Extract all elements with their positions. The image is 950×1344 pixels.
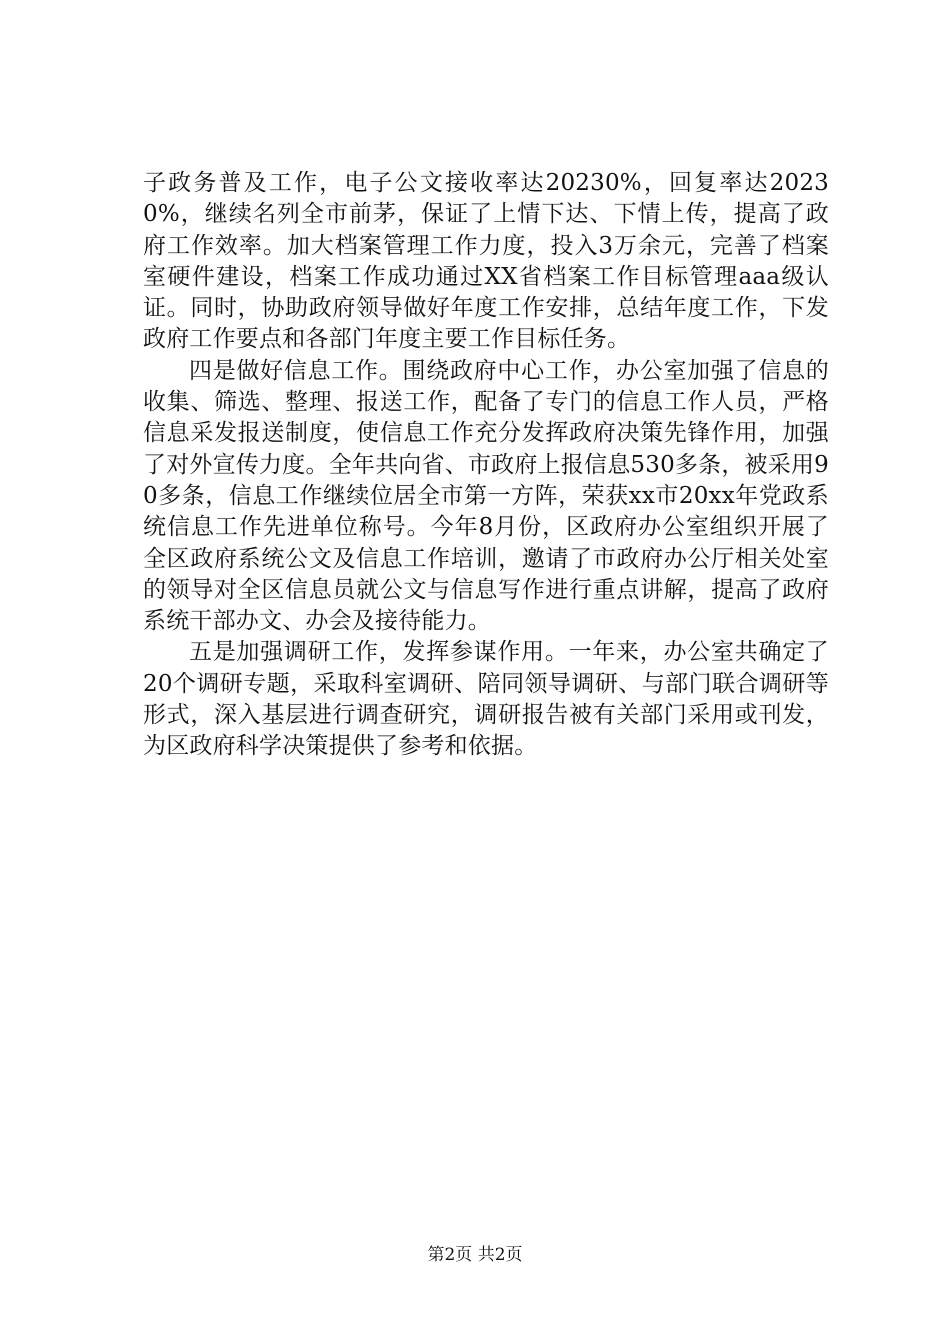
- page-footer: 第2页 共2页: [427, 1245, 523, 1265]
- paragraph-continued: 子政务普及工作，电子公文接收率达20230%，回复率达20230%，继续名列全市前茅，保证了上情下达、下情上传，提高了政府工作效率。加大档案管理工作力度，投入3万余元，完善了档案室硬件建设，档案工作成功通过XX省档案工作目标管理aaa级认证。同时，协助政府领导做好年度工作安排，总结年度工作，下发政府工作要点和各部门年度主要工作目标任务。: [143, 170, 829, 353]
- paragraph-research-work: 五是加强调研工作，发挥参谋作用。一年来，办公室共确定了20个调研专题，采取科室调研、陪同领导调研、与部门联合调研等形式，深入基层进行调查研究，调研报告被有关部门采用或刊发，为区政府科学决策提供了参考和依据。: [143, 639, 829, 760]
- paragraph-information-work: 四是做好信息工作。围绕政府中心工作，办公室加强了信息的收集、筛选、整理、报送工作，配备了专门的信息工作人员，严格信息采发报送制度，使信息工作充分发挥政府决策先锋作用，加强了对外宣传力度。全年共向省、市政府上报信息530多条，被采用90多条，信息工作继续位居全市第一方阵，荣获xx市20xx年党政系统信息工作先进单位称号。今年8月份，区政府办公室组织开展了全区政府系统公文及信息工作培训，邀请了市政府办公厅相关处室的领导对全区信息员就公文与信息写作进行重点讲解，提高了政府系统干部办文、办会及接待能力。: [143, 357, 829, 635]
- document-body: [143, 168, 829, 763]
